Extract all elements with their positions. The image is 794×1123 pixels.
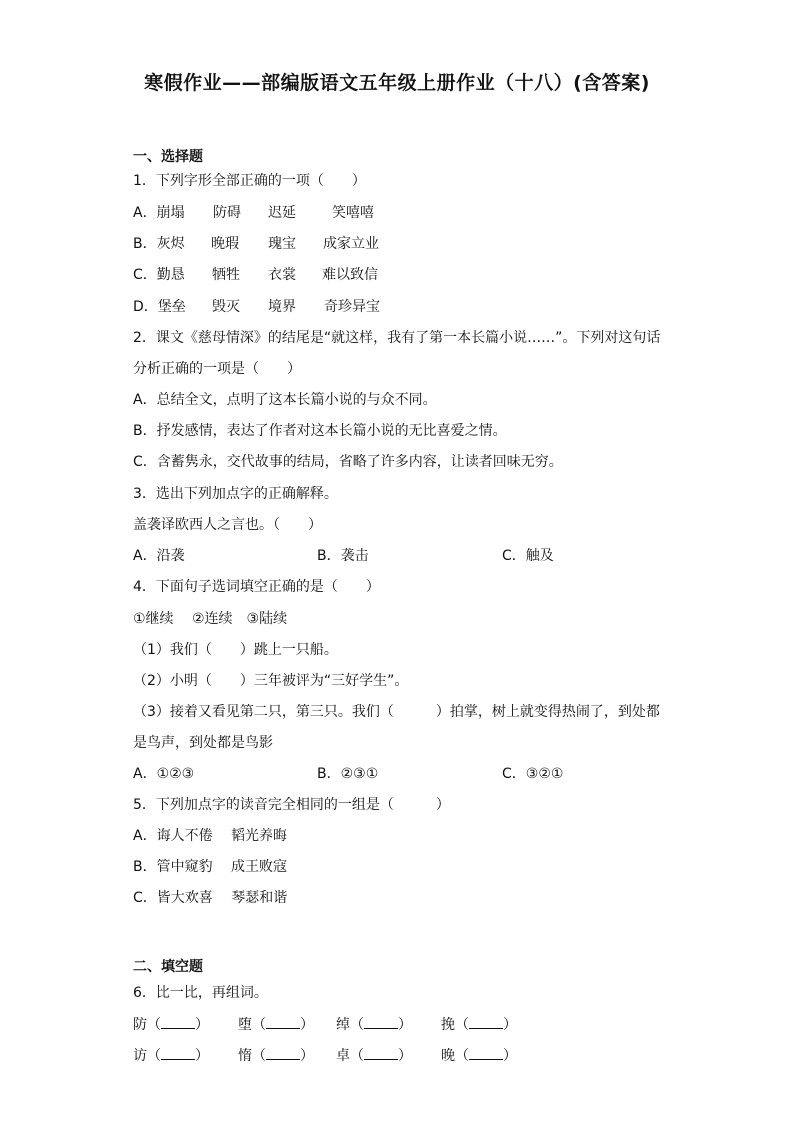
section-heading-choice: 一、选择题 bbox=[133, 149, 203, 165]
question-2-stem-continued: 分析正确的一项是（ ） bbox=[133, 361, 301, 377]
question-2-option-b: B．抒发感情，表达了作者对这本长篇小说的无比喜爱之情。 bbox=[133, 423, 507, 439]
answer-blank[interactable] bbox=[161, 1046, 195, 1060]
option-word: 难以致信 bbox=[322, 267, 378, 283]
word-blank-item[interactable]: 挽（ ） bbox=[441, 1017, 517, 1033]
question-5-stem: 5．下列加点字的读音完全相同的一组是（ ） bbox=[133, 797, 450, 813]
question-5-option-b: B．管中窥豹 成王败寇 bbox=[133, 859, 288, 875]
question-6-stem: 6．比一比，再组词。 bbox=[133, 985, 268, 1001]
answer-blank[interactable] bbox=[469, 1046, 503, 1060]
question-5-option-c: C．皆大欢喜 琴瑟和谐 bbox=[133, 890, 288, 906]
word-blank-item[interactable]: 防（ ） bbox=[133, 1017, 209, 1033]
option-word: 防碍 bbox=[213, 205, 241, 221]
page-title: 寒假作业——部编版语文五年级上册作业（十八）(含答案) bbox=[144, 72, 650, 94]
option-label: B．灰烬 bbox=[133, 236, 185, 252]
word-blank-item[interactable]: 堕（ ） bbox=[238, 1017, 314, 1033]
question-4-sentence-2: （2）小明（ ）三年被评为“三好学生”。 bbox=[133, 673, 409, 689]
section-heading-fill-in: 二、填空题 bbox=[133, 959, 203, 975]
question-4-option-a: A．①②③ bbox=[133, 766, 195, 782]
word-blank-item[interactable]: 惰（ ） bbox=[238, 1048, 314, 1064]
question-3-option-b: B．袭击 bbox=[317, 548, 369, 564]
answer-blank[interactable] bbox=[161, 1015, 195, 1029]
word-blank-item[interactable]: 卓（ ） bbox=[336, 1048, 412, 1064]
word-blank-item[interactable]: 访（ ） bbox=[133, 1048, 209, 1064]
question-4-option-b: B．②③① bbox=[317, 766, 379, 782]
question-5-option-a: A．诲人不倦 韬光养晦 bbox=[133, 828, 288, 844]
question-2-option-c: C．含蓄隽永，交代故事的结局，省略了许多内容，让读者回味无穷。 bbox=[133, 454, 563, 470]
word-blank-item[interactable]: 绰（ ） bbox=[336, 1017, 412, 1033]
option-label: D．堡垒 bbox=[133, 299, 186, 315]
question-4-sentence-3: （3）接着又看见第二只，第三只。我们（ ）拍掌，树上就变得热闹了，到处都 bbox=[133, 704, 660, 720]
question-4-word-bank: ①继续 ②连续 ③陆续 bbox=[133, 611, 288, 627]
question-4-option-c: C．③②① bbox=[502, 766, 564, 782]
question-4-stem: 4．下面句子选词填空正确的是（ ） bbox=[133, 579, 380, 595]
option-word: 毁灭 bbox=[212, 299, 240, 315]
word-blank-item[interactable]: 晚（ ） bbox=[441, 1048, 517, 1064]
option-word: 瑰宝 bbox=[268, 236, 296, 252]
question-3-option-c: C．触及 bbox=[502, 548, 554, 564]
question-3-stem: 3．选出下列加点字的正确解释。 bbox=[133, 486, 338, 502]
option-word: 迟延 bbox=[268, 205, 296, 221]
answer-blank[interactable] bbox=[364, 1015, 398, 1029]
question-4-sentence-3-continued: 是鸟声，到处都是鸟影 bbox=[133, 735, 273, 751]
option-word: 衣裳 bbox=[268, 267, 296, 283]
answer-blank[interactable] bbox=[266, 1015, 300, 1029]
option-word: 笑嘻嘻 bbox=[332, 205, 374, 221]
answer-blank[interactable] bbox=[469, 1015, 503, 1029]
answer-blank[interactable] bbox=[266, 1046, 300, 1060]
question-3-option-a: A．沿袭 bbox=[133, 548, 185, 564]
question-3-sentence: 盖袭译欧西人之言也。（ ） bbox=[133, 517, 322, 533]
question-4-sentence-1: （1）我们（ ）跳上一只船。 bbox=[133, 642, 338, 658]
option-word: 境界 bbox=[268, 299, 296, 315]
option-label: C．勤恳 bbox=[133, 267, 185, 283]
option-word: 晚瑕 bbox=[211, 236, 239, 252]
option-word: 奇珍异宝 bbox=[324, 299, 380, 315]
option-word: 成家立业 bbox=[323, 236, 379, 252]
option-label: A．崩塌 bbox=[133, 205, 185, 221]
answer-blank[interactable] bbox=[364, 1046, 398, 1060]
option-word: 牺牲 bbox=[212, 267, 240, 283]
question-2-option-a: A．总结全文，点明了这本长篇小说的与众不同。 bbox=[133, 392, 437, 408]
question-1-stem: 1．下列字形全部正确的一项（ ） bbox=[133, 173, 366, 189]
question-2-stem: 2．课文《慈母情深》的结尾是“就这样，我有了第一本长篇小说……”。下列对这句话 bbox=[133, 330, 661, 346]
